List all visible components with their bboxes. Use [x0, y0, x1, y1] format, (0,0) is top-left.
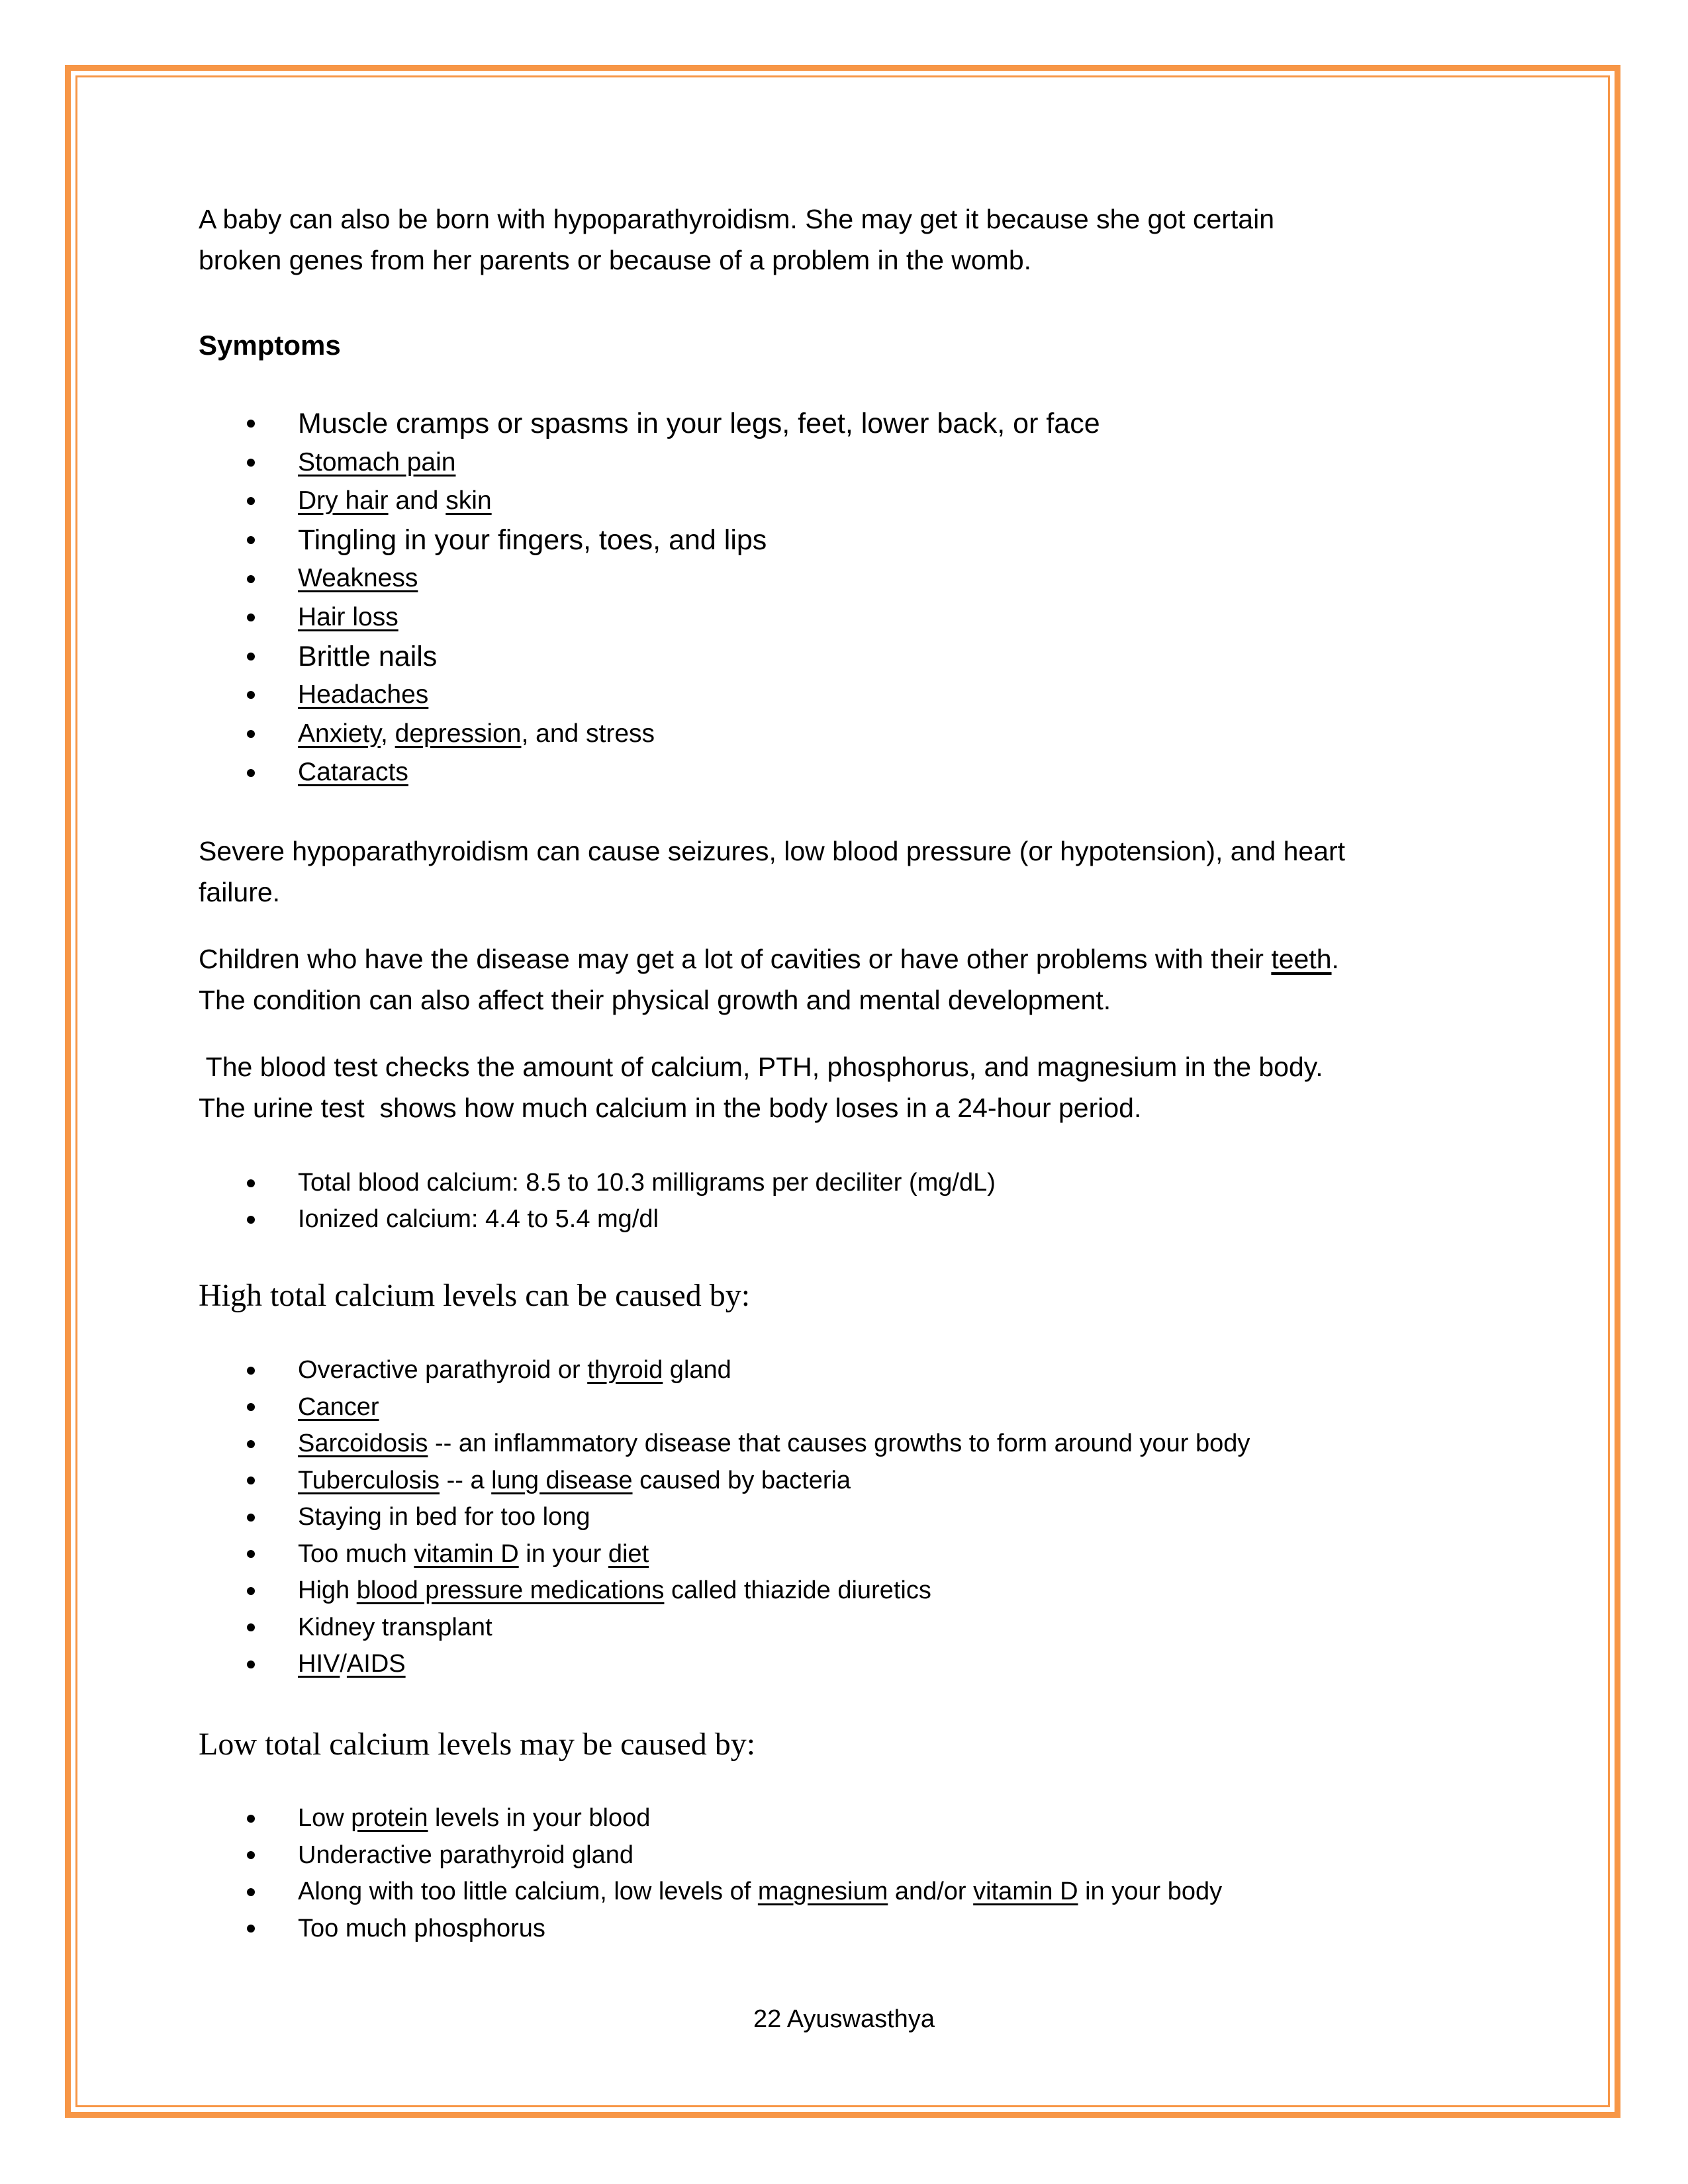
range-item [199, 1201, 1516, 1238]
link-text[interactable]: vitamin D [414, 1539, 519, 1568]
symptom-text: Muscle cramps or spasms in your legs, feet, lower back, or face [298, 408, 1100, 439]
link-text[interactable]: Cancer [298, 1392, 379, 1421]
item-text: Underactive parathyroid gland [298, 1841, 633, 1869]
symptom-item [199, 753, 1516, 792]
low-cause-item [199, 1800, 1516, 1837]
bullet-icon [247, 691, 255, 699]
bullet-icon [247, 1514, 255, 1522]
item-text: Kidney transplant [298, 1613, 492, 1641]
bullet-icon [247, 1216, 255, 1224]
children-line-2: The condition can also affect their physical growth and mental development. [199, 985, 1111, 1015]
bullet-icon [247, 575, 255, 583]
link-text[interactable]: Sarcoidosis [298, 1430, 428, 1457]
high-cause-item [199, 1389, 1516, 1426]
bullet-icon [247, 1623, 255, 1631]
low-cause-item [199, 1874, 1516, 1911]
bullet-icon [247, 1851, 255, 1859]
item-text: Too much phosphorus [298, 1914, 545, 1942]
children-line-1-text: Children who have the disease may get a lot of cavities or have other problems with their [199, 944, 1272, 974]
item-text: and/or [888, 1878, 974, 1905]
link-text[interactable]: diet [608, 1539, 649, 1568]
item-text: caused by bacteria [632, 1466, 851, 1494]
bullet-icon [247, 1815, 255, 1823]
item-text: Too much [298, 1539, 414, 1568]
children-line-1-end: . [1331, 944, 1339, 974]
link-text[interactable]: vitamin D [973, 1878, 1078, 1905]
item-text: -- an inflammatory disease that causes growths to form around your body [428, 1430, 1250, 1457]
symptom-link[interactable]: Dry hair [298, 486, 389, 516]
bullet-icon [247, 459, 255, 467]
item-text: in your body [1078, 1878, 1223, 1905]
link-text[interactable]: AIDS [346, 1650, 406, 1678]
item-text: levels in your blood [428, 1804, 651, 1832]
item-text: / [340, 1650, 347, 1678]
link-text[interactable]: blood pressure medications [356, 1576, 665, 1604]
item-text: -- a [440, 1466, 492, 1494]
symptom-text: and [388, 486, 446, 516]
severe-line-1: Severe hypoparathyroidism can cause seizures, low blood pressure (or hypotension), and heart [199, 836, 1346, 866]
teeth-link[interactable]: teeth [1271, 944, 1332, 974]
item-text: Total blood calcium: 8.5 to 10.3 milligrams per deciliter (mg/dL) [298, 1169, 996, 1197]
item-text: High [298, 1576, 357, 1604]
blood-test-paragraph [199, 1046, 1516, 1128]
bullet-icon [247, 769, 255, 777]
symptoms-list [199, 404, 1516, 792]
symptom-link[interactable]: Headaches [298, 680, 429, 709]
symptom-link[interactable]: Stomach pain [298, 447, 456, 477]
bullet-icon [247, 1367, 255, 1375]
high-calcium-heading: High total calcium levels can be caused by: [199, 1278, 751, 1313]
symptom-item [199, 482, 1516, 521]
high-cause-item [199, 1463, 1516, 1500]
item-text: Low [298, 1804, 352, 1832]
item-text: called thiazide diuretics [664, 1576, 931, 1604]
symptoms-heading: Symptoms [199, 330, 341, 361]
link-text[interactable]: HIV [298, 1650, 340, 1678]
symptom-link[interactable]: Weakness [298, 564, 418, 593]
link-text[interactable]: Tuberculosis [298, 1466, 440, 1494]
calcium-ranges-list [199, 1165, 1516, 1238]
low-cause-item [199, 1911, 1516, 1948]
high-cause-item [199, 1352, 1516, 1389]
symptom-item [199, 676, 1516, 715]
bullet-icon [247, 1888, 255, 1896]
range-item [199, 1165, 1516, 1201]
high-cause-item [199, 1572, 1516, 1610]
link-text[interactable]: protein [351, 1804, 428, 1832]
bullet-icon [247, 1179, 255, 1187]
symptom-item [199, 521, 1516, 560]
high-cause-item [199, 1426, 1516, 1463]
bullet-icon [247, 1440, 255, 1448]
blood-test-line-1: The blood test checks the amount of calcium, PTH, phosphorus, and magnesium in the body. [199, 1052, 1323, 1082]
high-cause-item [199, 1499, 1516, 1536]
severe-paragraph [199, 831, 1516, 913]
symptom-item [199, 404, 1516, 443]
intro-line-1: A baby can also be born with hypoparathyroidism. She may get it because she got certain [199, 204, 1275, 234]
item-text: Along with too little calcium, low levels of [298, 1878, 758, 1905]
item-text: Staying in bed for too long [298, 1503, 590, 1531]
symptom-link[interactable]: skin [445, 486, 492, 516]
bullet-icon [247, 1477, 255, 1484]
high-cause-item [199, 1646, 1516, 1683]
bullet-icon [247, 420, 255, 428]
bullet-icon [247, 1403, 255, 1411]
high-calcium-causes-list [199, 1352, 1516, 1683]
symptom-item [199, 598, 1516, 637]
low-cause-item [199, 1837, 1516, 1874]
symptom-link[interactable]: Hair loss [298, 602, 399, 631]
item-text: Overactive parathyroid or [298, 1356, 588, 1384]
low-calcium-heading: Low total calcium levels may be caused by: [199, 1727, 756, 1762]
bullet-icon [247, 730, 255, 738]
high-cause-item [199, 1536, 1516, 1573]
children-paragraph [199, 938, 1516, 1021]
bullet-icon [247, 1925, 255, 1933]
intro-paragraph [199, 199, 1516, 281]
symptom-text: Brittle nails [298, 640, 438, 672]
bullet-icon [247, 653, 255, 660]
item-text: Ionized calcium: 4.4 to 5.4 mg/dl [298, 1205, 659, 1233]
intro-line-2: broken genes from her parents or because of a problem in the womb. [199, 245, 1032, 275]
item-text: in your [518, 1539, 608, 1568]
symptom-item [199, 443, 1516, 482]
item-text: gland [663, 1356, 731, 1384]
symptom-link[interactable]: Anxiety [298, 719, 381, 748]
bullet-icon [247, 1587, 255, 1595]
symptom-text: , and stress [521, 719, 655, 748]
symptom-text: Tingling in your fingers, toes, and lips [298, 523, 767, 556]
link-text[interactable]: magnesium [757, 1878, 888, 1905]
symptom-link[interactable]: depression [395, 719, 522, 748]
high-cause-item [199, 1610, 1516, 1647]
page-footer: 22 Ayuswasthya [753, 2005, 935, 2033]
bullet-icon [247, 614, 255, 621]
bullet-icon [247, 497, 255, 505]
link-text[interactable]: thyroid [587, 1356, 663, 1384]
link-text[interactable]: lung disease [491, 1466, 633, 1494]
symptom-item [199, 559, 1516, 598]
symptom-link[interactable]: Cataracts [298, 758, 408, 787]
bullet-icon [247, 1661, 255, 1668]
symptom-item [199, 637, 1516, 676]
bullet-icon [247, 536, 255, 544]
low-calcium-causes-list [199, 1800, 1516, 1947]
bullet-icon [247, 1550, 255, 1558]
severe-line-2: failure. [199, 877, 281, 907]
symptom-item [199, 715, 1516, 754]
blood-test-line-2: The urine test shows how much calcium in the body loses in a 24-hour period. [199, 1093, 1142, 1123]
symptom-text: , [381, 719, 395, 748]
